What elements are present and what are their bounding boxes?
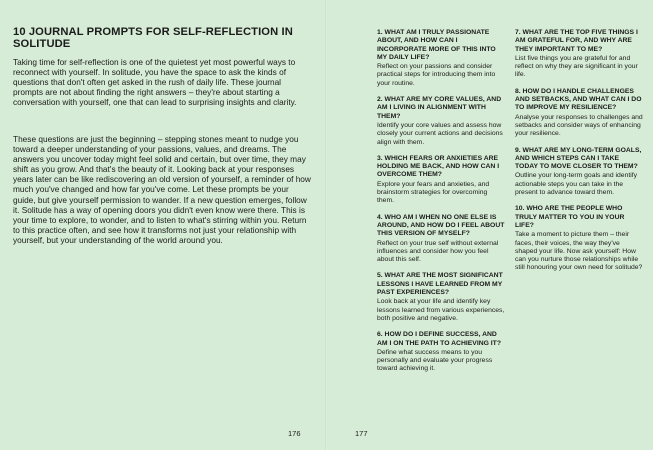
page-title: 10 JOURNAL PROMPTS FOR SELF-REFLECTION IN SOLITUDE (13, 26, 293, 50)
prompt-question: 1. WHAT AM I TRULY PASSIONATE ABOUT, AND HOW CAN I INCORPORATE MORE OF THIS INTO MY DAILY LIFE? (377, 29, 496, 61)
page-number-left: 176 (288, 429, 301, 438)
prompt-item (515, 205, 643, 272)
prompt-item (377, 96, 505, 147)
body-paragraph: These questions are just the beginning – stepping stones meant to nudge you toward a deeper understanding of your passions, values, and dreams. The answers you uncover today might feel solid and certain, but over time, they may shift as you grow. And that's the beauty of it. Looking back at your responses years later can be like rediscovering an old version of yourself, a reminder of how much you've changed and how far you've come. Let these prompts be your guide, but give yourself permission to wander. If a new question emerges, follow it. Solitude has a way of opening doors you didn't even know were there. This is your time to explore, to wonder, and to listen to what's stirring within you. Return to this practice often, and see how it transforms not just your relationship with yourself, but your understanding of the world around you. (13, 134, 311, 245)
prompt-text: Reflect on your true self without external influences and consider how you feel about this self. (377, 239, 499, 264)
prompt-question: 8. HOW DO I HANDLE CHALLENGES AND SETBACKS, AND WHAT CAN I DO TO IMPROVE MY RESILIENCE? (515, 87, 642, 112)
prompt-question: 2. WHAT ARE MY CORE VALUES, AND AM I LIVING IN ALIGNMENT WITH THEM? (377, 96, 502, 120)
prompt-text: Explore your fears and anxieties, and brainstorm strategies for overcoming them. (377, 180, 490, 205)
prompts-column-1 (377, 29, 505, 382)
prompt-question: 9. WHAT ARE MY LONG-TERM GOALS, AND WHICH STEPS CAN I TAKE TODAY TO MOVE CLOSER TO THEM? (515, 146, 642, 171)
prompt-item (377, 155, 505, 206)
prompt-question: 7. WHAT ARE THE TOP FIVE THINGS I AM GRATEFUL FOR, AND WHY ARE THEY IMPORTANT TO ME? (515, 29, 638, 53)
prompt-question: 5. WHAT ARE THE MOST SIGNIFICANT LESSONS I HAVE LEARNED FROM MY PAST EXPERIENCES? (377, 272, 503, 297)
prompt-item (515, 88, 643, 139)
prompt-question: 10. WHO ARE THE PEOPLE WHO TRULY MATTER TO YOU IN YOUR LIFE? (515, 205, 625, 229)
intro-paragraph: Taking time for self-reflection is one of the quietest yet most powerful ways to reconnect with yourself. In solitude, you have the space to ask the kinds of questions that don't often get asked in the rush of daily life. These journal prompts are not about finding the right answers – they're about starting a conversation with yourself, one that can lead to surprising insights and clarity. (13, 57, 297, 108)
prompt-text: Analyse your responses to challenges and setbacks and consider ways of enhancing your resilience. (515, 113, 643, 138)
prompts-column-2 (515, 29, 643, 281)
left-page (0, 0, 326, 450)
page-number-right: 177 (355, 429, 368, 438)
prompt-text: Outline your long-term goals and identify actionable steps you can take in the present to advance toward them. (515, 172, 638, 197)
right-page (326, 0, 653, 450)
prompt-item (515, 147, 643, 198)
prompt-item (515, 29, 643, 80)
prompt-item (377, 29, 505, 88)
prompt-item (377, 214, 505, 265)
prompt-text: Take a moment to picture them – their faces, their voices, the way they've shaped your life. Now ask yourself: How can you nurture those relationships while still honouring your own need for solitude? (515, 231, 643, 272)
prompt-question: 6. HOW DO I DEFINE SUCCESS, AND AM I ON THE PATH TO ACHIEVING IT? (377, 331, 501, 347)
prompt-question: 4. WHO AM I WHEN NO ONE ELSE IS AROUND, AND HOW DO I FEEL ABOUT THIS VERSION OF MYSELF? (377, 213, 505, 238)
prompt-text: List five things you are grateful for and reflect on why they are significant in your life. (515, 54, 638, 79)
prompt-text: Look back at your life and identify key lessons learned from various experiences, both positive and negative. (377, 298, 505, 322)
prompt-item (377, 272, 505, 323)
prompt-text: Identify your core values and assess how closely your current actions and decisions align with them. (377, 121, 503, 146)
prompt-text: Reflect on your passions and consider practical steps for introducing them into your routine. (377, 63, 496, 87)
prompt-item (377, 331, 505, 373)
prompt-question: 3. WHICH FEARS OR ANXIETIES ARE HOLDING ME BACK, AND HOW CAN I OVERCOME THEM? (377, 154, 500, 179)
prompt-text: Define what success means to you personally and evaluate your progress toward achieving it. (377, 348, 493, 373)
